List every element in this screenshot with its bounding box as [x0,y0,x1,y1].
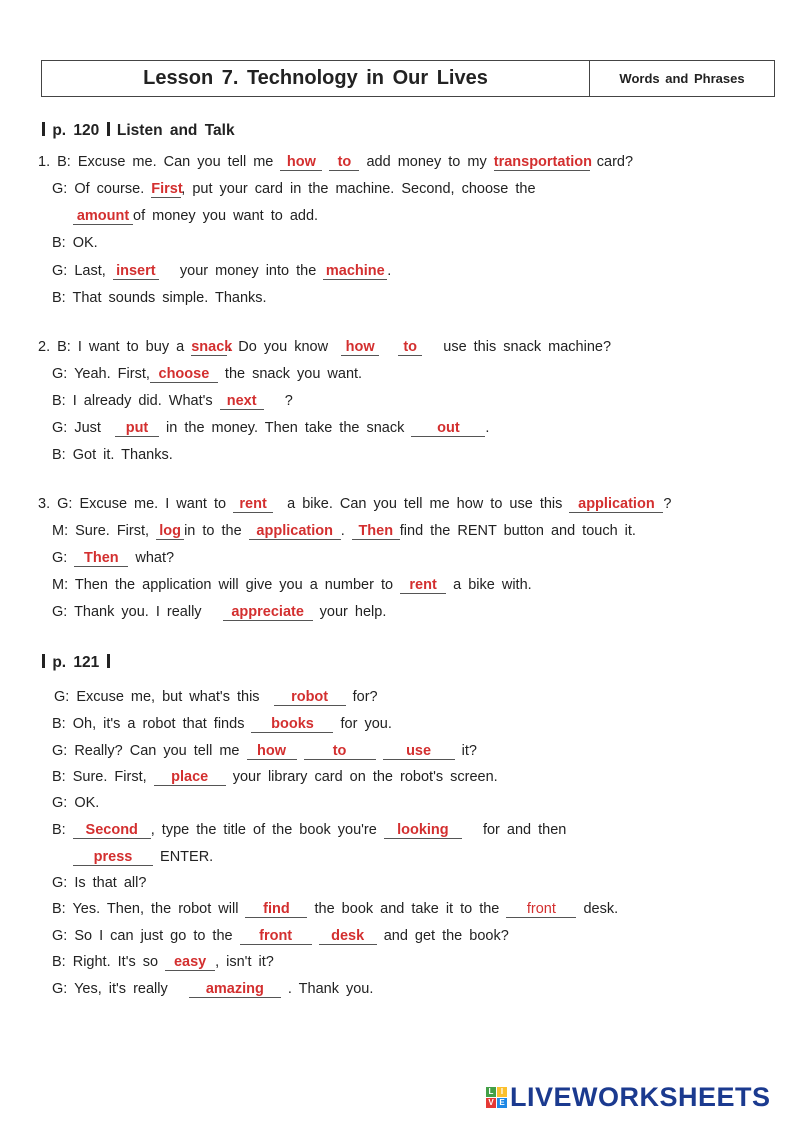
dialogue-line: G: So I can just go to the front desk and get the book? [52,928,509,944]
answer-blank[interactable]: application [569,496,663,513]
dialogue-line: B: Yes. Then, the robot will find the book and take it to the front desk. [52,901,619,917]
dialogue-line: 1. B: Excuse me. Can you tell me how to add money to my transportation card? [38,154,634,170]
section-page: p. 121 [52,654,100,671]
answer-blank[interactable]: First [151,181,183,197]
answer-blank[interactable]: robot [274,689,346,706]
section-heading-p120 [42,122,235,140]
answer-blank[interactable]: log [156,523,184,540]
answer-blank[interactable]: Second [73,822,151,839]
answer-blank[interactable]: how [247,743,297,760]
answer-blank[interactable]: choose [150,366,218,383]
answer-blank[interactable]: application [249,523,341,540]
answer-blank[interactable]: transportation [493,154,593,170]
answer-blank[interactable]: to [329,154,359,171]
answer-blank[interactable]: how [280,154,322,171]
answer-blank[interactable]: out [411,420,485,437]
dialogue-line: 3. G: Excuse me. I want to rent a bike. Can you tell me how to use this application ? [38,496,672,512]
section-bar-icon [107,122,110,136]
answer-blank[interactable]: looking [384,822,462,839]
section-bar-icon [42,654,45,668]
dialogue-line: 2. B: I want to buy a snack. Do you know how to use this snack machine? [38,339,612,355]
dialogue-line: G: Of course. First, put your card in the machine. Second, choose the [52,181,536,197]
dialogue-line: B: Sure. First, place your library card on the robot's screen. [52,769,498,785]
dialogue-line: B: Oh, it's a robot that finds books for you. [52,716,392,732]
section-page: p. 120 [52,122,100,139]
answer-blank[interactable]: desk [319,928,377,945]
section-label: Listen and Talk [116,122,235,139]
dialogue-line: B: I already did. What's next ? [52,393,293,409]
answer-blank[interactable]: books [251,716,333,733]
dialogue-line: G: Yeah. First, choose the snack you want. [52,366,363,382]
answer-blank[interactable]: rent [400,577,446,594]
dialogue-line: B: Right. It's so easy , isn't it? [52,954,274,970]
answer-blank[interactable]: press [73,849,153,866]
answer-blank[interactable]: Then [352,523,400,540]
answer-blank[interactable]: next [220,393,264,410]
dialogue-line: M: Sure. First, log in to the application . Then find the RENT button and touch it. [52,523,636,539]
answer-blank[interactable]: find [245,901,307,918]
answer-blank[interactable]: how [341,339,379,356]
lesson-title: Lesson 7. Technology in Our Lives [42,61,590,96]
answer-blank[interactable]: to [304,743,376,760]
answer-blank[interactable]: snack [191,339,233,355]
answer-blank[interactable]: appreciate [223,604,313,621]
answer-blank[interactable]: use [383,743,455,760]
dialogue-line: M: Then the application will give you a number to rent a bike with. [52,577,532,593]
answer-blank[interactable]: front [506,901,576,918]
answer-blank[interactable]: amazing [189,981,281,998]
answer-blank[interactable]: Then [74,550,128,567]
dialogue-line: G: Last, insert your money into the machine . [52,263,392,279]
live-logo-icon: L I V E [486,1087,507,1108]
dialogue-line: G: OK. [52,795,100,811]
lesson-subtitle: Words and Phrases [619,71,745,86]
answer-blank[interactable]: to [398,339,422,356]
dialogue-line: B: OK. [52,235,98,251]
dialogue-line: G: Is that all? [52,875,147,891]
answer-blank[interactable]: easy [165,954,215,971]
dialogue-line: G: Yes, it's really amazing . Thank you. [52,981,374,997]
logo-text: LIVEWORKSHEETS [510,1082,771,1112]
answer-blank[interactable]: front [240,928,312,945]
section-bar-icon [42,122,45,136]
answer-blank[interactable]: insert [113,263,159,280]
answer-blank[interactable]: rent [233,496,273,513]
dialogue-line: G: Thank you. I really appreciate your help. [52,604,387,620]
answer-blank[interactable]: machine [323,263,387,280]
dialogue-line: G: Just put in the money. Then take the snack out . [52,420,490,436]
answer-blank[interactable]: amount [73,208,133,225]
dialogue-line: G: Then what? [52,550,175,566]
liveworksheets-logo[interactable] [486,1082,771,1113]
dialogue-line: B: That sounds simple. Thanks. [52,290,267,306]
dialogue-line: G: Excuse me, but what's this robot for? [54,689,378,705]
section-heading-p121 [42,654,110,672]
section-bar-icon [107,654,110,668]
lesson-header [41,60,775,97]
answer-blank[interactable]: place [154,769,226,786]
dialogue-line: press ENTER. [73,849,213,866]
dialogue-line: B: Got it. Thanks. [52,447,173,463]
dialogue-line: amount of money you want to add. [73,208,318,225]
answer-blank[interactable]: put [115,420,159,437]
dialogue-line: G: Really? Can you tell me how to use it? [52,743,477,759]
dialogue-line: B: Second , type the title of the book you're looking for and then [52,822,567,838]
